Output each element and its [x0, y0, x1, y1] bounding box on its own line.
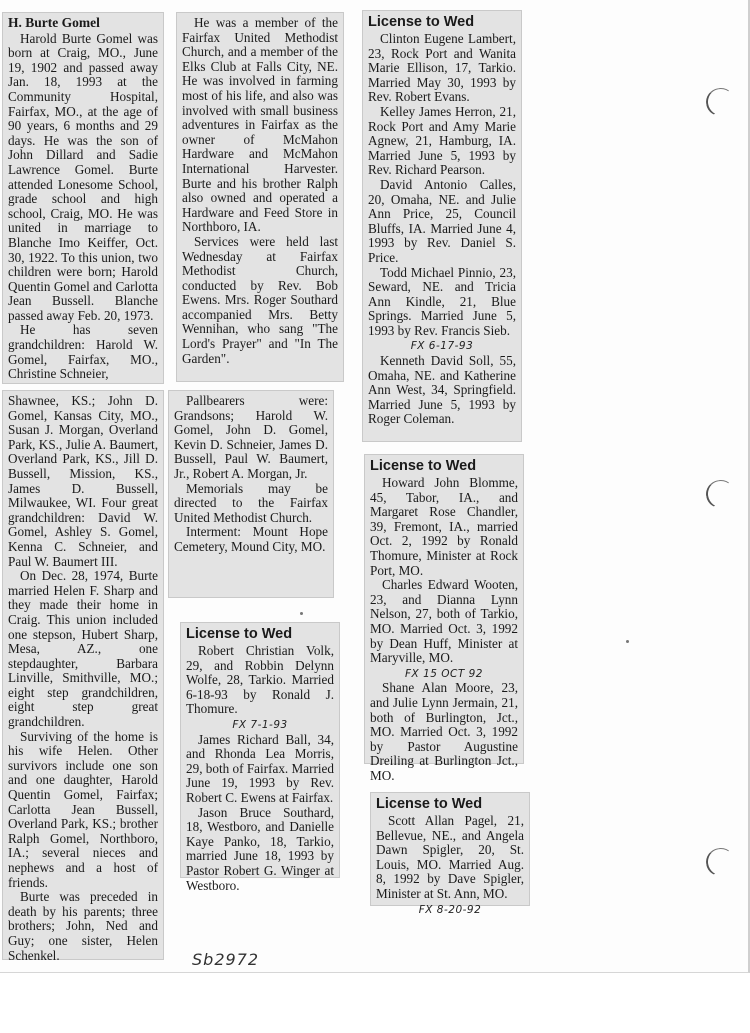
speck-mark	[626, 640, 629, 643]
license-entry: Shane Alan Moore, 23, and Julie Lynn Jermain, 21, both of Burlington, Jct., MO. Married Oct. 3, 1992 by Pastor Augustine Dreiling at Burlington Jct., MO.	[370, 680, 518, 783]
license-clipping-a	[362, 10, 522, 442]
license-entry: David Antonio Calles, 20, Omaha, NE. and Julie Ann Price, 25, Council Bluffs, IA. Married June 4, 1993 by Rev. Daniel S. Price.	[368, 176, 516, 265]
obituary-paragraph: He was a member of the Fairfax United Methodist Church, and a member of the Elks Club at Falls City, NE. He was involved in farming most of his life, and also was involved with small business adventures in Fairfax as the owner of McMahon Hardware and McMahon International Harvester. Burte and his brother Ralph also owned and operated a Hardware and Feed Store in Northboro, IA.	[182, 15, 338, 235]
obituary-paragraph: Pallbearers were: Grandsons; Harold W. Gomel, John D. Gomel, Kevin D. Schneier, James D. Bussell, Paul W. Baumert, Jr., Robert A. Morgan, Jr.	[174, 393, 328, 481]
license-entry: Kelley James Herron, 21, Rock Port and Amy Marie Agnew, 21, Hamburg, IA. Married June 5, 1993 by Rev. Richard Pearson.	[368, 103, 516, 178]
obituary-paragraph: On Dec. 28, 1974, Burte married Helen F. Sharp and they made their home in Craig. This union included one stepson, Hubert Sharp, Mesa, AZ., one stepdaughter, Barbara Linville, Smithville, MO.; eight step grandchildren, eight step great grandchildren.	[8, 568, 158, 730]
license-heading: License to Wed	[186, 626, 293, 642]
handwritten-date-note: FX 6-17-93	[410, 340, 474, 353]
handwritten-date-note: FX 8-20-92	[418, 903, 482, 916]
license-clipping-d	[370, 792, 530, 916]
license-entry: Todd Michael Pinnio, 23, Seward, NE. and Tricia Ann Kindle, 21, Blue Springs. Married June 5, 1993 by Rev. Francis Sieb.	[368, 264, 516, 338]
obituary-clipping-part4	[168, 390, 334, 598]
obituary-paragraph: Surviving of the home is his wife Helen. Other survivors include one son and one daughter, Harold Quentin Gomel, Fairfax; Carlotta Jean Bussell, Overland Park, KS.; brother Ralph Gomel, Northboro, IA.; several nieces and nephews and a host of friends.	[8, 728, 158, 890]
license-entry: Howard John Blomme, 45, Tabor, IA., and Margaret Rose Chandler, 39, Fremont, IA., married Oct. 2, 1992 by Ronald Thomure, Minister at Rock Port, MO.	[370, 475, 518, 578]
handwritten-document-id: Sb2972	[192, 950, 260, 969]
license-heading: License to Wed	[370, 458, 477, 474]
license-entry: James Richard Ball, 34, and Rhonda Lea Morris, 29, both of Fairfax. Married June 19, 1993 by Rev. Robert C. Ewens at Fairfax.	[186, 731, 334, 805]
obituary-clipping-part3	[2, 390, 164, 963]
license-heading: License to Wed	[368, 14, 475, 30]
obituary-paragraph: Harold Burte Gomel was born at Craig, MO., June 19, 1902 and passed away Jan. 18, 1993 at the Community Hospital, Fairfax, MO., at the age of 90 years, 6 months and 29 days. He was the son of John Dillard and Sadie Lawrence Gomel. Burte attended Lonesome School, grade school and high school, Craig, MO. He was united in marriage to Blanche Imo Keiffer, Oct. 30, 1922. To this union, two children were born; Harold Quentin Gomel and Carlotta Jean Bussell. Blanche passed away Feb. 20, 1973.	[8, 30, 158, 323]
obituary-heading: H. Burte Gomel	[8, 15, 100, 30]
license-clipping-c	[180, 622, 340, 893]
obituary-clipping-part1	[2, 12, 164, 384]
license-heading: License to Wed	[376, 796, 483, 812]
obituary-paragraph: He has seven grandchildren: Harold W. Gomel, Fairfax, MO., Christine Schneier,	[8, 322, 158, 382]
license-entry: Clinton Eugene Lambert, 23, Rock Port and Wanita Marie Ellison, 17, Tarkio. Married May 30, 1993 by Rev. Robert Evans.	[368, 31, 516, 105]
obituary-clipping-part2	[176, 12, 344, 382]
obituary-paragraph: Interment: Mount Hope Cemetery, Mound City, MO.	[174, 524, 328, 554]
speck-mark	[300, 612, 303, 615]
license-entry: Jason Bruce Southard, 18, Westboro, and Danielle Kaye Panko, 18, Tarkio, married June 18, 1993 by Pastor Robert G. Winger at Westboro.	[186, 804, 334, 893]
license-entry: Charles Edward Wooten, 23, and Dianna Lynn Nelson, 27, both of Tarkio, MO. Married Oct. 3, 1992 by Dean Huff, Minister at Maryville, MO.	[370, 577, 518, 666]
obituary-paragraph: Shawnee, KS.; John D. Gomel, Kansas City, MO., Susan J. Morgan, Overland Park, KS., Julie A. Baumert, Overland Park, KS., Jill D. Bussell, Mission, KS., James D. Bussell, Milwaukee, WI. Four great grandchildren: David W. Gomel, Ashley S. Gomel, Kenna C. Schneier, and Paul W. Baumert III.	[8, 393, 158, 569]
license-entry: Kenneth David Soll, 55, Omaha, NE. and Katherine Ann West, 34, Springfield. Married June 5, 1993 by Roger Coleman.	[368, 353, 516, 427]
license-entry: Scott Allan Pagel, 21, Bellevue, NE., and Angela Dawn Spigler, 20, St. Louis, MO. Married Aug. 8, 1992 by Dave Spigler, Minister at St. Ann, MO.	[376, 813, 524, 901]
obituary-paragraph: Burte was preceded in death by his parents; three brothers; John, Ned and Guy; one sister, Helen Schenkel.	[8, 889, 158, 963]
obituary-paragraph: Services were held last Wednesday at Fairfax Methodist Church, conducted by Rev. Bob Ewens. Mrs. Roger Southard accompanied Mrs. Betty Wennihan, who sang "The Lord's Prayer" and "In The Garden".	[182, 233, 338, 366]
license-clipping-b	[364, 454, 524, 783]
handwritten-date-note: FX 7-1-93	[232, 718, 288, 731]
license-entry: Robert Christian Volk, 29, and Robbin Delynn Wolfe, 28, Tarkio. Married 6-18-93 by Ronald J. Thomure.	[186, 643, 334, 717]
obituary-paragraph: Memorials may be directed to the Fairfax United Methodist Church.	[174, 480, 328, 525]
handwritten-date-note: FX 15 OCT 92	[405, 667, 483, 680]
